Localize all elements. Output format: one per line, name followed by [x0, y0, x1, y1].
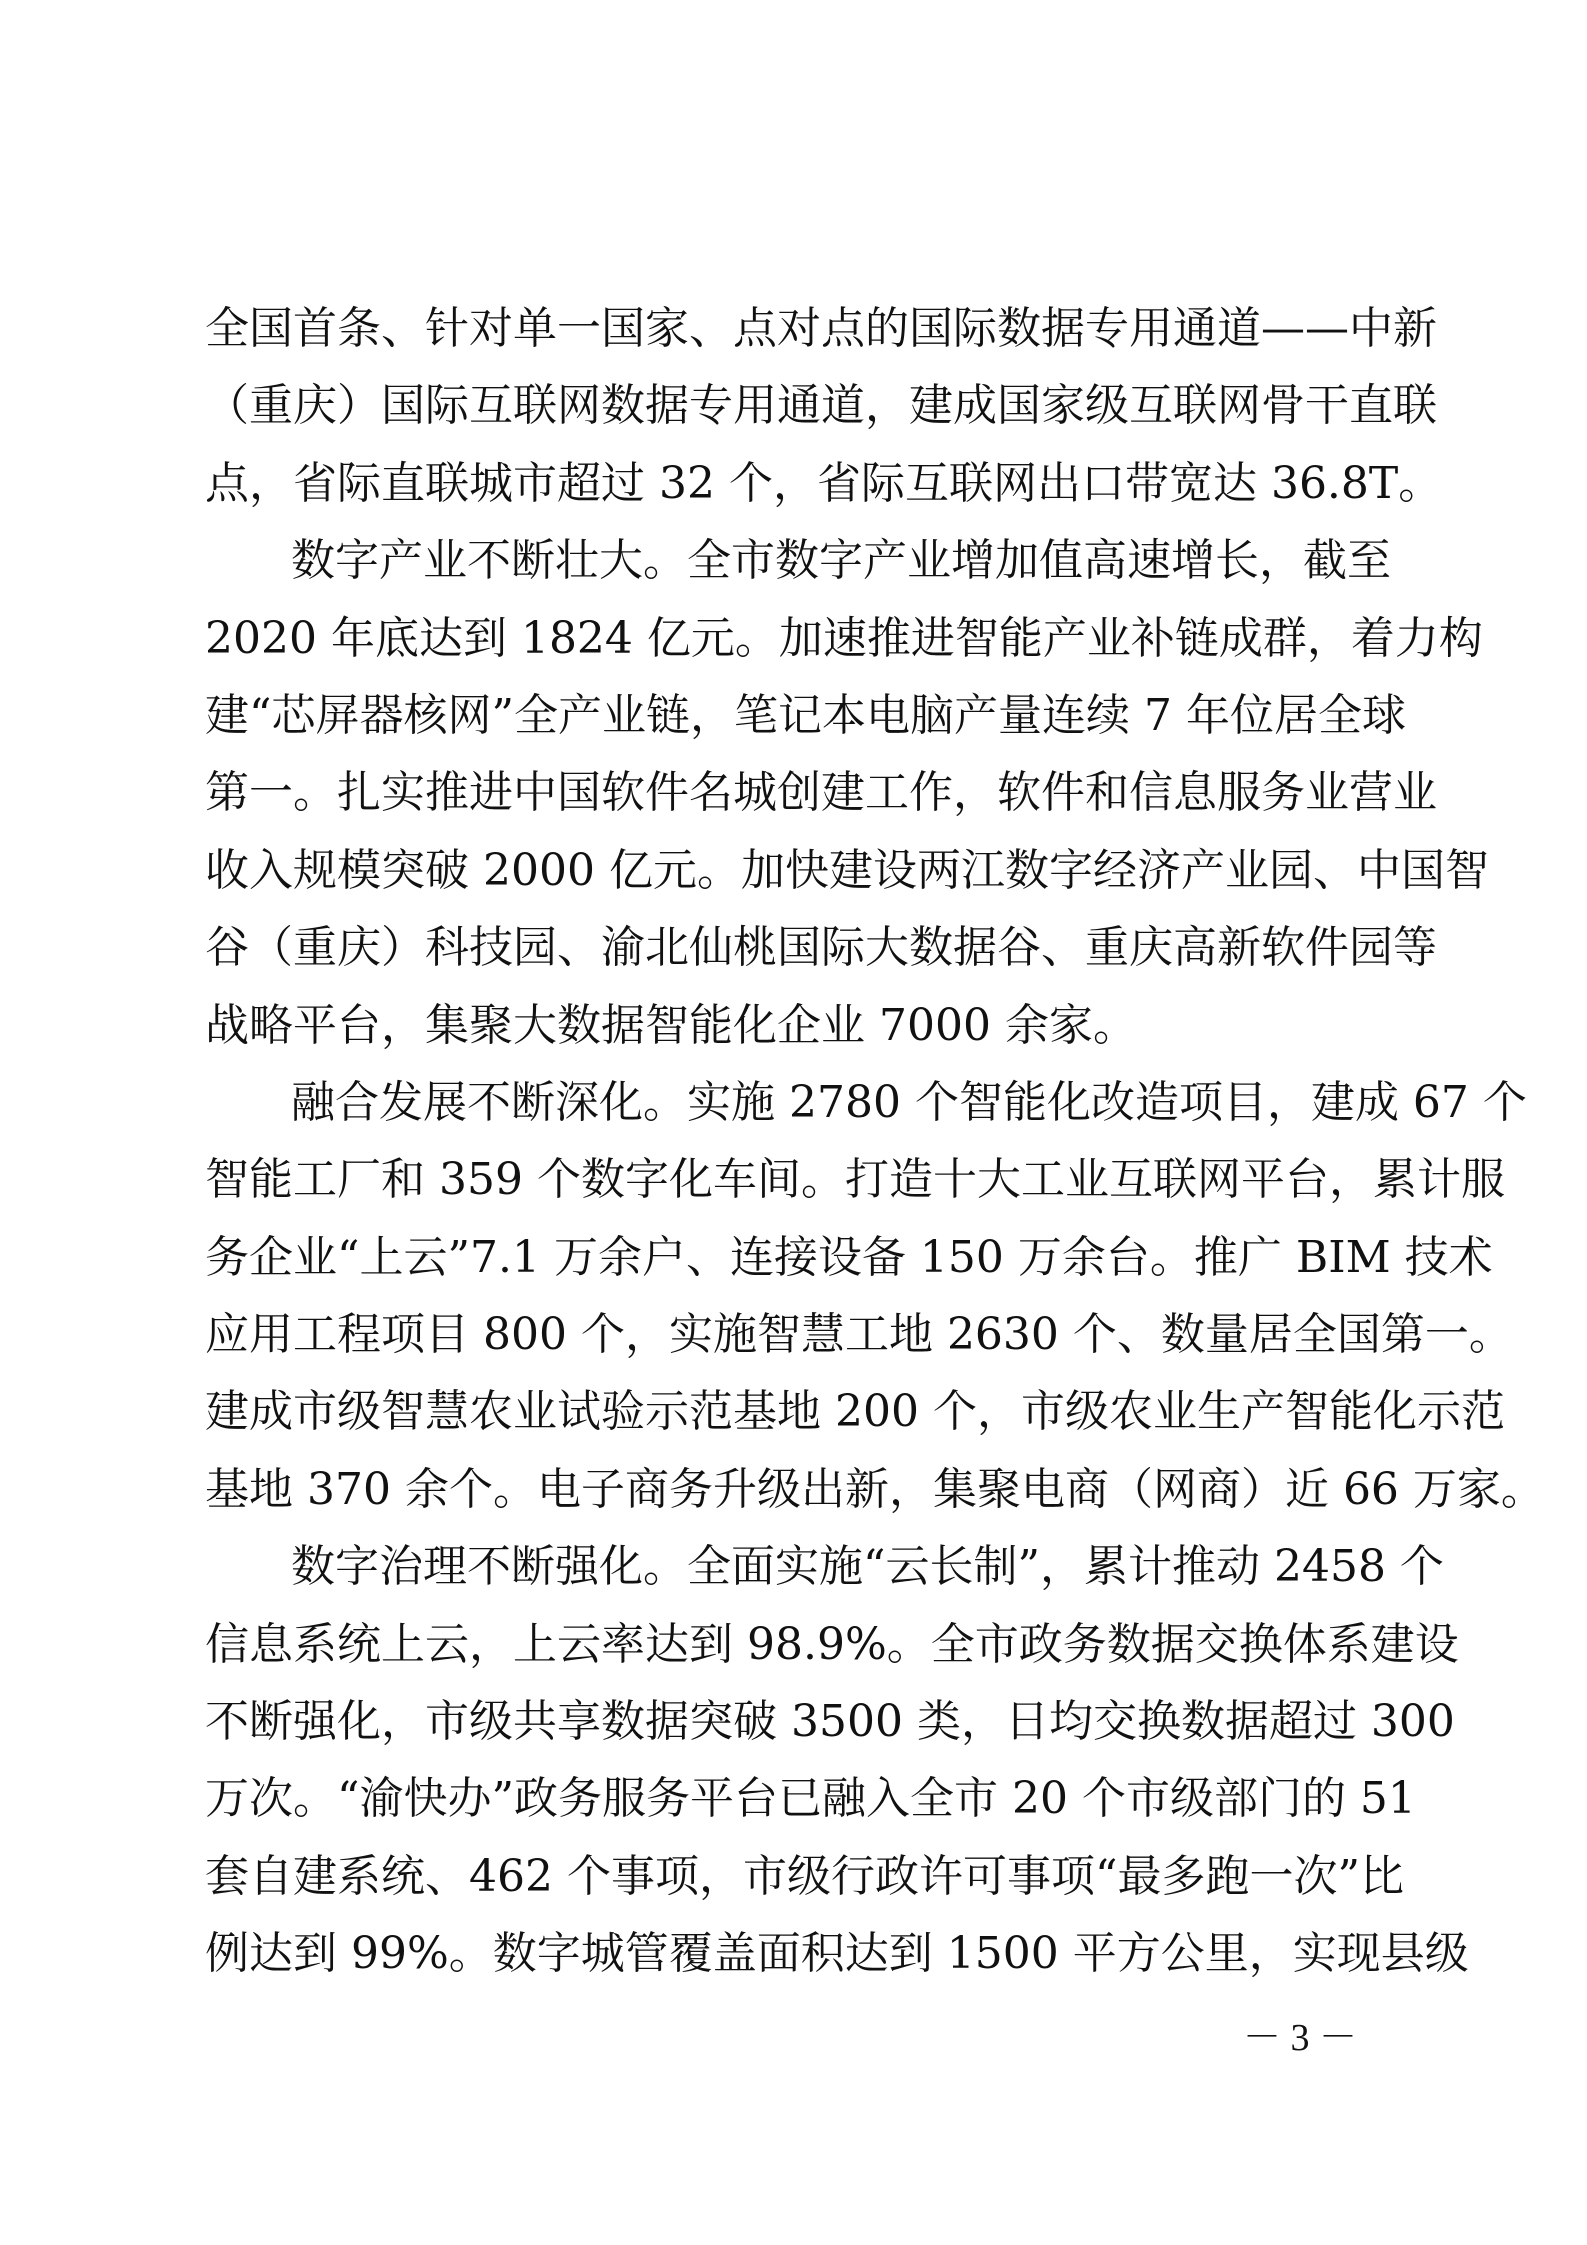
text-line: 应用工程项目 800 个，实施智慧工地 2630 个、数量居全国第一。 [205, 1309, 1513, 1361]
text-line: 第一。扎实推进中国软件名城创建工作，软件和信息服务业营业 [205, 767, 1437, 819]
text-line: 建“芯屏器核网”全产业链，笔记本电脑产量连续 7 年位居全球 [205, 689, 1406, 741]
text-line: 全国首条、针对单一国家、点对点的国际数据专用通道——中新 [205, 303, 1437, 354]
text-line: 万次。“渝快办”政务服务平台已融入全市 20 个市级部门的 51 [205, 1773, 1416, 1825]
text-line: （重庆）国际互联网数据专用通道，建成国家级互联网骨干直联 [205, 380, 1437, 432]
text-line: 不断强化，市级共享数据突破 3500 类，日均交换数据超过 300 [205, 1696, 1455, 1748]
text-line: 例达到 99%。数字城管覆盖面积达到 1500 平方公里，实现县级 [205, 1928, 1469, 1980]
text-line: 战略平台，集聚大数据智能化企业 7000 余家。 [205, 999, 1137, 1051]
paragraph-start-line: 数字治理不断强化。全面实施“云长制”，累计推动 2458 个 [291, 1541, 1444, 1593]
paragraph-start-line: 数字产业不断壮大。全市数字产业增加值高速增长，截至 [291, 535, 1391, 587]
text-line: 点，省际直联城市超过 32 个，省际互联网出口带宽达 36.8T。 [205, 457, 1443, 509]
page-number: － 3 － [1242, 2017, 1357, 2059]
text-line: 务企业“上云”7.1 万余户、连接设备 150 万余台。推广 BIM 技术 [205, 1231, 1493, 1283]
text-line: 收入规模突破 2000 亿元。加快建设两江数字经济产业园、中国智 [205, 844, 1489, 896]
text-line: 智能工厂和 359 个数字化车间。打造十大工业互联网平台，累计服 [205, 1154, 1505, 1206]
text-line: 2020 年底达到 1824 亿元。加速推进智能产业补链成群，着力构 [205, 612, 1483, 664]
body-text [205, 290, 1545, 1993]
paragraph-start-line: 融合发展不断深化。实施 2780 个智能化改造项目，建成 67 个 [291, 1076, 1527, 1128]
text-line: 基地 370 余个。电子商务升级出新，集聚电商（网商）近 66 万家。 [205, 1463, 1545, 1515]
text-line: 信息系统上云，上云率达到 98.9%。全市政务数据交换体系建设 [205, 1618, 1459, 1670]
text-line: 套自建系统、462 个事项，市级行政许可事项“最多跑一次”比 [205, 1850, 1404, 1902]
text-line: 建成市级智慧农业试验示范基地 200 个，市级农业生产智能化示范 [205, 1386, 1505, 1438]
text-line: 谷（重庆）科技园、渝北仙桃国际大数据谷、重庆高新软件园等 [205, 922, 1437, 974]
